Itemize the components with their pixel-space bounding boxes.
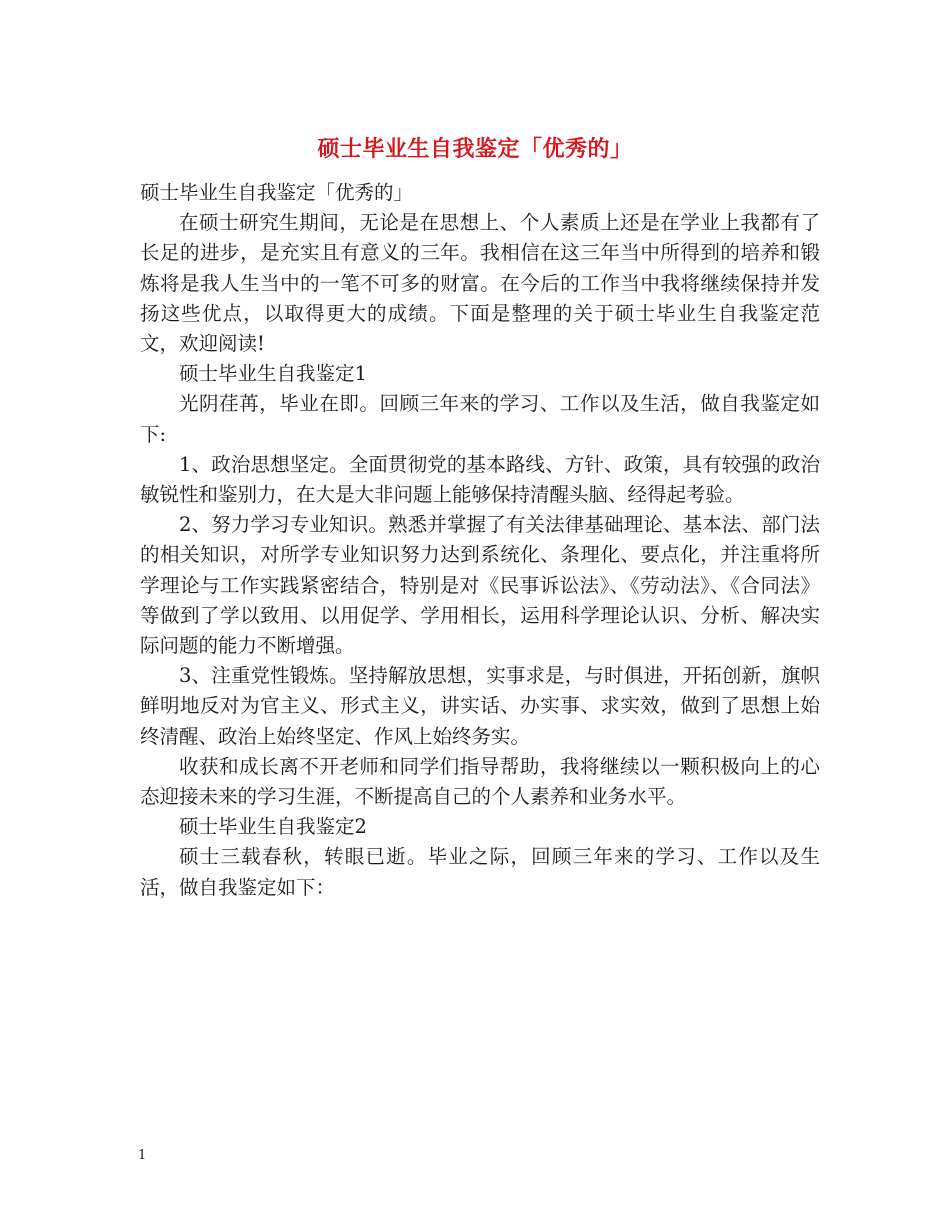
paragraph: 光阴荏苒，毕业在即。回顾三年来的学习、工作以及生活，做自我鉴定如下: xyxy=(140,392,820,446)
paragraph: 2、努力学习专业知识。熟悉并掌握了有关法律基础理论、基本法、部门法的相关知识，对所学专业知识努力达到系统化、条理化、要点化，并注重将所学理论与工作实践紧密结合，特别是对《民事诉讼法》、《劳动法》、《合同法》等做到了学以致用、以用促学、学用相长，运用科学理论认识、分析、解决实际问题的能力不断增强。 xyxy=(140,513,820,658)
paragraph: 硕士毕业生自我鉴定「优秀的」 xyxy=(140,181,414,204)
paragraph: 在硕士研究生期间，无论是在思想上、个人素质上还是在学业上我都有了长足的进步，是充实且有意义的三年。我相信在这三年当中所得到的培养和锻炼将是我人生当中的一笔不可多的财富。在今后的工作当中我将继续保持并发扬这些优点，以取得更大的成绩。下面是整理的关于硕士毕业生自我鉴定范文，欢迎阅读! xyxy=(140,211,820,356)
document-title: 硕士毕业生自我鉴定「优秀的」 xyxy=(317,136,633,162)
paragraph: 3、注重党性锻炼。坚持解放思想，实事求是，与时俱进，开拓创新，旗帜鲜明地反对为官主义、形式主义，讲实话、办实事、求实效，做到了思想上始终清醒、政治上始终坚定、作风上始终务实。 xyxy=(140,664,820,748)
document-body xyxy=(140,178,820,903)
page-number: 1 xyxy=(138,1148,147,1163)
paragraph: 收获和成长离不开老师和同学们指导帮助，我将继续以一颗积极向上的心态迎接未来的学习生涯，不断提高自己的个人素养和业务水平。 xyxy=(140,754,820,809)
section-heading: 硕士毕业生自我鉴定2 xyxy=(179,815,367,839)
paragraph: 硕士三载春秋，转眼已逝。毕业之际，回顾三年来的学习、工作以及生活，做自我鉴定如下： xyxy=(140,845,820,899)
section-heading: 硕士毕业生自我鉴定1 xyxy=(179,362,367,386)
paragraph: 1、政治思想坚定。全面贯彻党的基本路线、方针、政策，具有较强的政治敏锐性和鉴别力，在大是大非问题上能够保持清醒头脑、经得起考验。 xyxy=(140,452,820,507)
